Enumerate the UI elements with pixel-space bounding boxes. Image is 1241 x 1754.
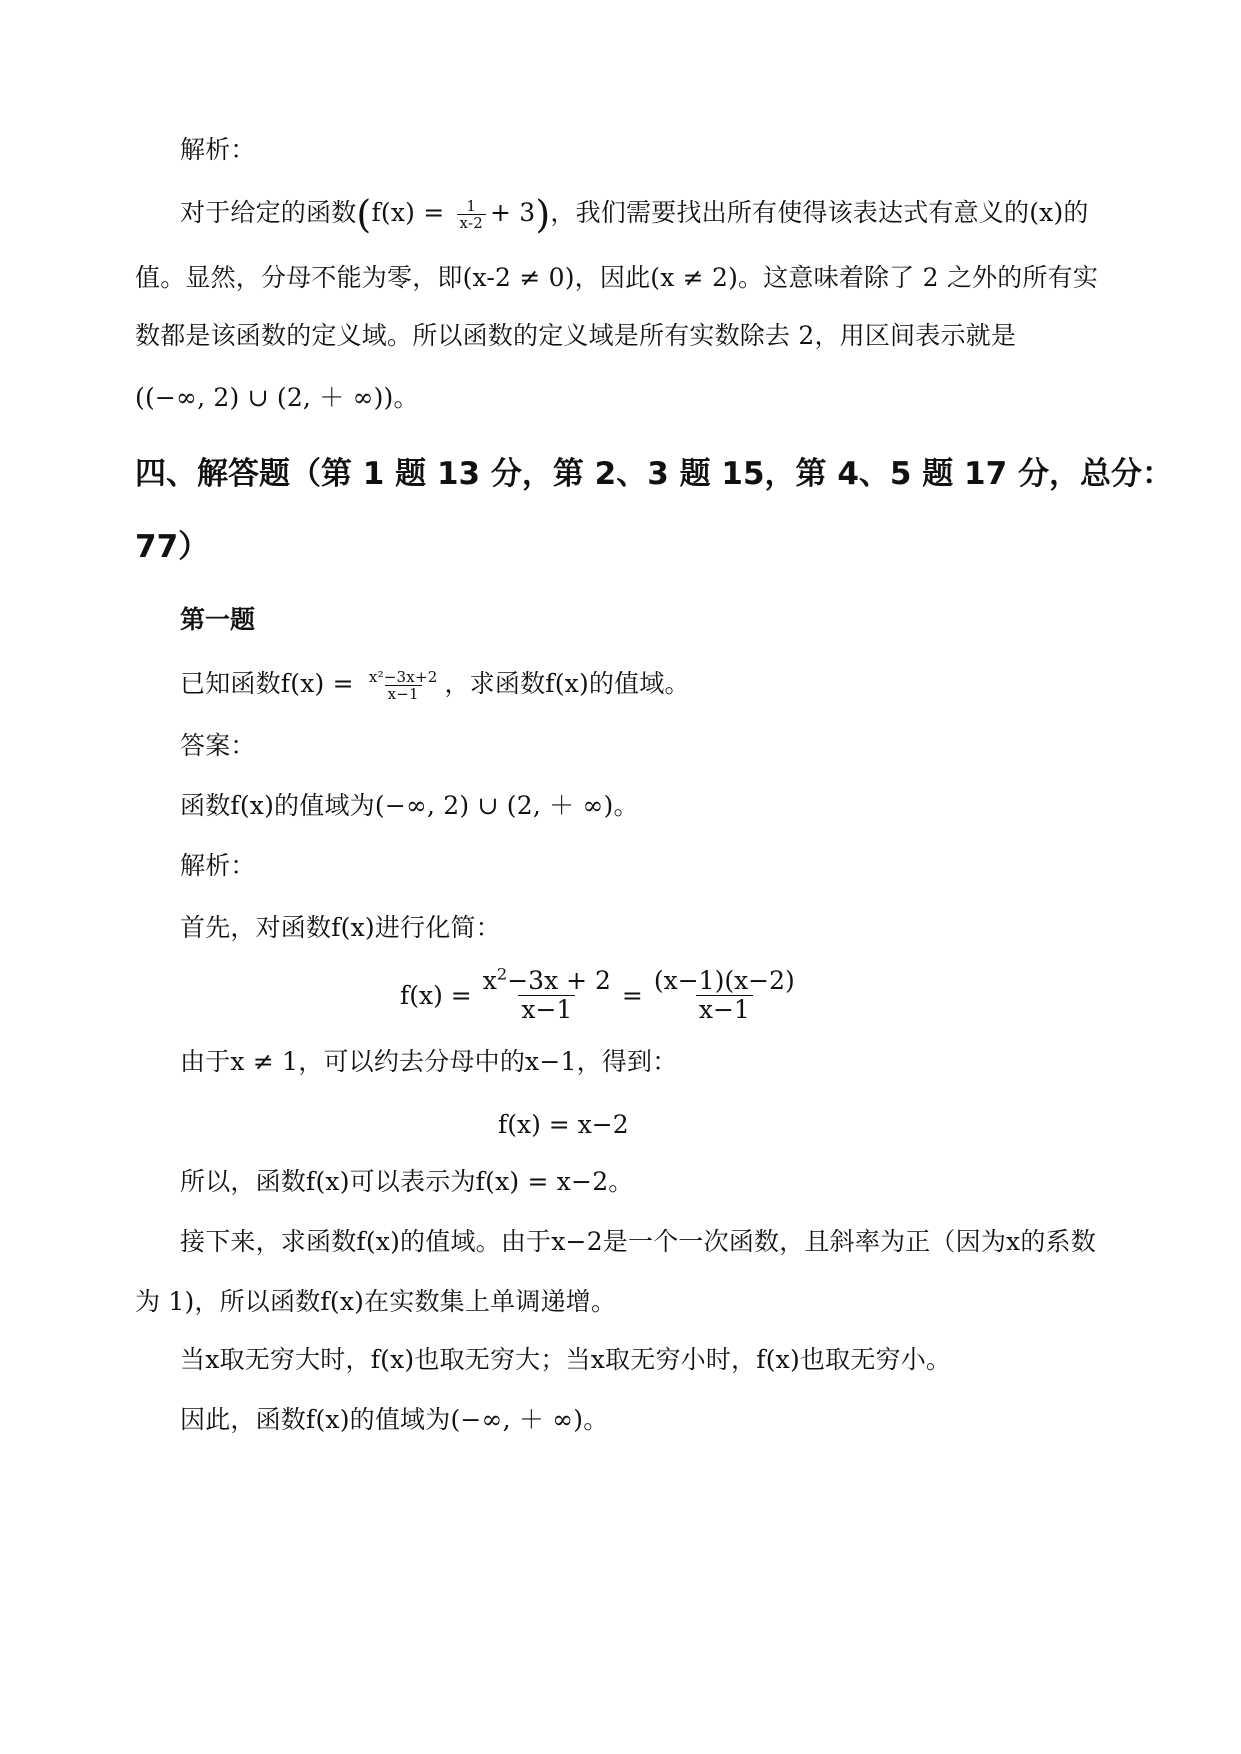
eq1-num1-x: x: [482, 966, 497, 995]
intro-paragraph-line-2: 值。显然，分母不能为零，即(x-2 ≠ 0)，因此(x ≠ 2)。这意味着除了 2 之外的所有实: [135, 263, 1099, 292]
question-fraction-denominator: x−1: [385, 685, 422, 703]
step-conclusion: 因此，函数f(x)的值域为(−∞, ＋ ∞)。: [180, 1405, 609, 1434]
step-range-line-2: 为 1)，所以函数f(x)在实数集上单调递增。: [135, 1287, 617, 1316]
step-cancel: 由于x ≠ 1，可以约去分母中的x−1，得到：: [180, 1047, 678, 1076]
intro-paragraph-line-3: 数都是该函数的定义域。所以函数的定义域是所有实数除去 2，用区间表示就是: [135, 321, 1017, 350]
step-range-line-1: 接下来，求函数f(x)的值域。由于x−2是一个一次函数，且斜率为正（因为x的系数: [180, 1227, 1096, 1256]
intro-fraction-numerator: 1: [466, 196, 477, 215]
step-infinity: 当x取无穷大时，f(x)也取无穷大；当x取无穷小时，f(x)也取无穷小。: [180, 1345, 952, 1374]
right-paren: ): [535, 192, 551, 237]
eq1-equals: =: [621, 980, 643, 1010]
eq1-fraction-2: [651, 967, 798, 1023]
eq1-fraction-2-denominator: x−1: [696, 995, 753, 1024]
eq1-fraction-1-denominator: x−1: [518, 995, 575, 1024]
intro-text-b: ，我们需要找出所有使得该表达式有意义的(x)的: [550, 198, 1089, 227]
question-text-b: ，求函数f(x)的值域。: [444, 669, 690, 698]
intro-analysis-label: 解析：: [180, 135, 256, 164]
problem-question: [180, 666, 690, 703]
answer-text: 函数f(x)的值域为(−∞, 2) ∪ (2, ＋ ∞)。: [180, 791, 639, 820]
intro-func: f(x) =: [371, 198, 453, 227]
step-representation: 所以，函数f(x)可以表示为f(x) = x−2。: [180, 1167, 634, 1196]
question-fraction-numerator: x²−3x+2: [368, 667, 438, 686]
intro-fraction: [457, 198, 486, 232]
eq1-fraction-1-numerator: [480, 964, 614, 995]
eq1-num1-exponent: 2: [496, 964, 508, 984]
section-title-line-1: 四、解答题（第 1 题 13 分，第 2、3 题 15，第 4、5 题 17 分，总分：: [135, 456, 1173, 492]
question-text-a: 已知函数f(x) =: [180, 669, 362, 698]
intro-text-a: 对于给定的函数: [180, 198, 357, 227]
intro-paragraph-line-4: ((−∞, 2) ∪ (2, ＋ ∞))。: [135, 383, 419, 412]
eq1-fraction-1: [480, 964, 614, 1024]
equation-result: f(x) = x−2: [498, 1109, 629, 1139]
eq1-lhs: f(x) =: [400, 980, 472, 1010]
intro-fraction-denominator: x-2: [457, 214, 486, 232]
eq1-num1-rest: −3x + 2: [507, 966, 611, 995]
eq1-fraction-2-numerator: (x−1)(x−2): [653, 966, 795, 995]
problem-title: 第一题: [180, 605, 256, 634]
intro-tail-expr: + 3: [489, 198, 536, 227]
left-paren: (: [356, 192, 372, 237]
section-title-line-2: 77）: [135, 529, 210, 565]
answer-label: 答案：: [180, 731, 256, 760]
analysis-label: 解析：: [180, 851, 256, 880]
equation-simplification: [400, 965, 806, 1025]
intro-paragraph-line-1: [180, 192, 1089, 237]
question-fraction: [366, 669, 441, 703]
step-simplify: 首先，对函数f(x)进行化简：: [180, 913, 501, 942]
